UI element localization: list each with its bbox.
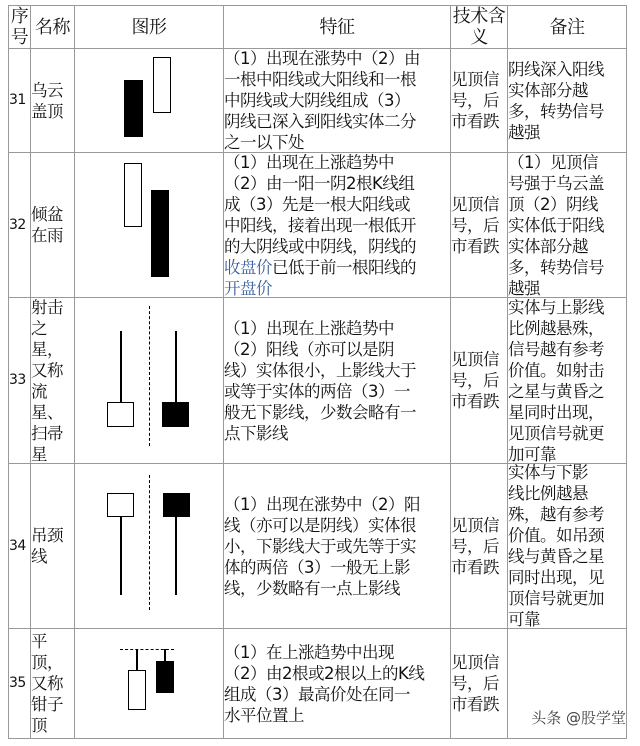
technical-meaning [450,297,508,464]
bearish-candle [156,661,174,693]
technical-meaning [450,48,508,153]
technical-meaning-text: 见顶信 号，后 市看跌 [451,515,499,577]
technical-meaning [450,152,508,298]
row-number-text: 34 [9,537,26,554]
divider-dashed-line [149,306,150,446]
pattern-note [507,297,627,464]
technical-meaning [450,628,508,739]
upper-shadow [164,649,166,661]
technical-meaning-text: 见顶信 号，后 市看跌 [451,653,499,714]
header-note [507,5,627,49]
header-no [8,5,31,49]
header-figure [74,5,224,49]
pattern-name [30,628,75,739]
pattern-name [30,152,75,298]
upper-shadow [175,331,177,402]
pattern-feature-text: （1）出现在涨势中（2）阳 线（亦可以是阴线）实体很 小，下影线大于或先等于实 体的两倍（3）一般无上影 线，少数略有一点上影线 [224,494,420,598]
bullish-candle [124,163,142,227]
pattern-name-text: 乌云 盖顶 [31,80,63,121]
bearish-candle [124,80,143,137]
pattern-note-text: 阴线深入阳线 实体部分越 多，转势信号 越强 [508,59,604,142]
row-number [8,152,31,298]
pattern-note [507,463,627,629]
header-figure-text: 图形 [131,16,167,38]
pattern-feature-text: （1）在上涨趋势中出现 （2）由2根或2根以上的K线 组成（3）最高价处在同一 水平位置上 [224,642,425,725]
row-number-text: 33 [9,372,26,388]
upper-shadow [136,649,138,670]
pattern-name [30,463,75,629]
technical-meaning-text: 见顶信 号，后 市看跌 [451,194,499,256]
bearish-candle [162,402,189,427]
bullish-candle [107,493,134,517]
pattern-feature [223,463,451,629]
bullish-candle [128,670,146,710]
pattern-note [507,48,627,153]
pattern-note-text: （1）见顶信 号强于乌云盖 顶（2）阴线 实体低于阳线 实体部分越 多，转势信号 越强 [508,152,604,298]
row-number [8,48,31,153]
pattern-feature [223,48,451,153]
term-link[interactable]: 收盘价 [224,257,272,277]
pattern-figure [74,628,224,739]
pattern-name-text: 射击 之星， 又称 流星、 扫帚 星 [31,297,63,464]
header-name-text: 名称 [35,16,70,38]
pattern-note-text: 实体与上影线 比例越悬殊， 信号越有参考 价值。如射击 之星与黄昏之 星同时出现， 见顶信号就更 加可靠 [508,297,604,464]
watermark: 头条 @股学堂 [531,709,626,727]
technical-meaning [450,463,508,629]
bullish-candle [107,402,134,427]
pattern-feature [223,152,451,298]
header-name [30,5,75,49]
row-number [8,463,31,629]
technical-meaning-text: 见顶信 号，后 市看跌 [451,350,499,411]
bearish-candle [151,190,169,277]
technical-meaning-text: 见顶信 号，后 市看跌 [451,70,499,131]
header-note-text: 备注 [549,16,585,38]
divider-dashed-line [149,475,150,610]
row-number-text: 31 [9,92,26,108]
pattern-note-text: 实体与下影 线比例越悬 殊，越有参考 价值。如吊颈 线与黄昏之星 同时出现，见 顶信号就更加 可靠 [508,463,604,629]
lower-shadow [120,517,122,595]
pattern-feature [223,297,451,464]
upper-shadow [120,331,122,402]
pattern-name-text: 倾盆 在雨 [31,205,63,245]
pattern-note [507,152,627,298]
header-no-text: 序 号 [10,6,29,48]
header-feature [223,5,451,49]
term-link[interactable]: 开盘价 [224,278,272,298]
bearish-candle [163,493,190,517]
pattern-name-text: 吊颈 线 [31,526,63,566]
header-meaning-text: 技术含 义 [452,6,506,48]
pattern-feature-text: （1）出现在涨势中（2）由 一根中阳线或大阳线和一根 中阴线或大阴线组成（3） 阴线已深入到阳线实体二分 之一以下处 [224,49,420,152]
header-feature-text: 特征 [319,16,355,38]
high-level-dashed-line [120,649,174,650]
pattern-figure [74,48,224,153]
pattern-feature-text: （1）出现在上涨趋势中 （2）阳线（亦可以是阴 线）实体很小，上影线大于 或等于实体的两倍（3）一 般无下影线，少数会略有一 点下影线 [224,318,416,443]
lower-shadow [175,517,177,595]
feature-text: 已低于前一根阳线的 [272,257,416,277]
row-number-text: 35 [9,675,26,691]
feature-text: （1）出现在上涨趋势中 （2）由一阳一阴2根K线组 成（3）先是一根大阳线或 中阳线，接着出现一根低开 的大阴线或中阴线，阴线的 [224,152,416,256]
pattern-name-text: 平 顶， 又称 钳子 顶 [31,632,63,735]
bullish-candle [153,57,171,113]
row-number [8,297,31,464]
header-meaning [450,5,508,49]
pattern-name [30,48,75,153]
pattern-feature [223,628,451,739]
row-number [8,628,31,739]
pattern-name [30,297,75,464]
pattern-figure [74,152,224,298]
row-number-text: 32 [9,216,26,233]
